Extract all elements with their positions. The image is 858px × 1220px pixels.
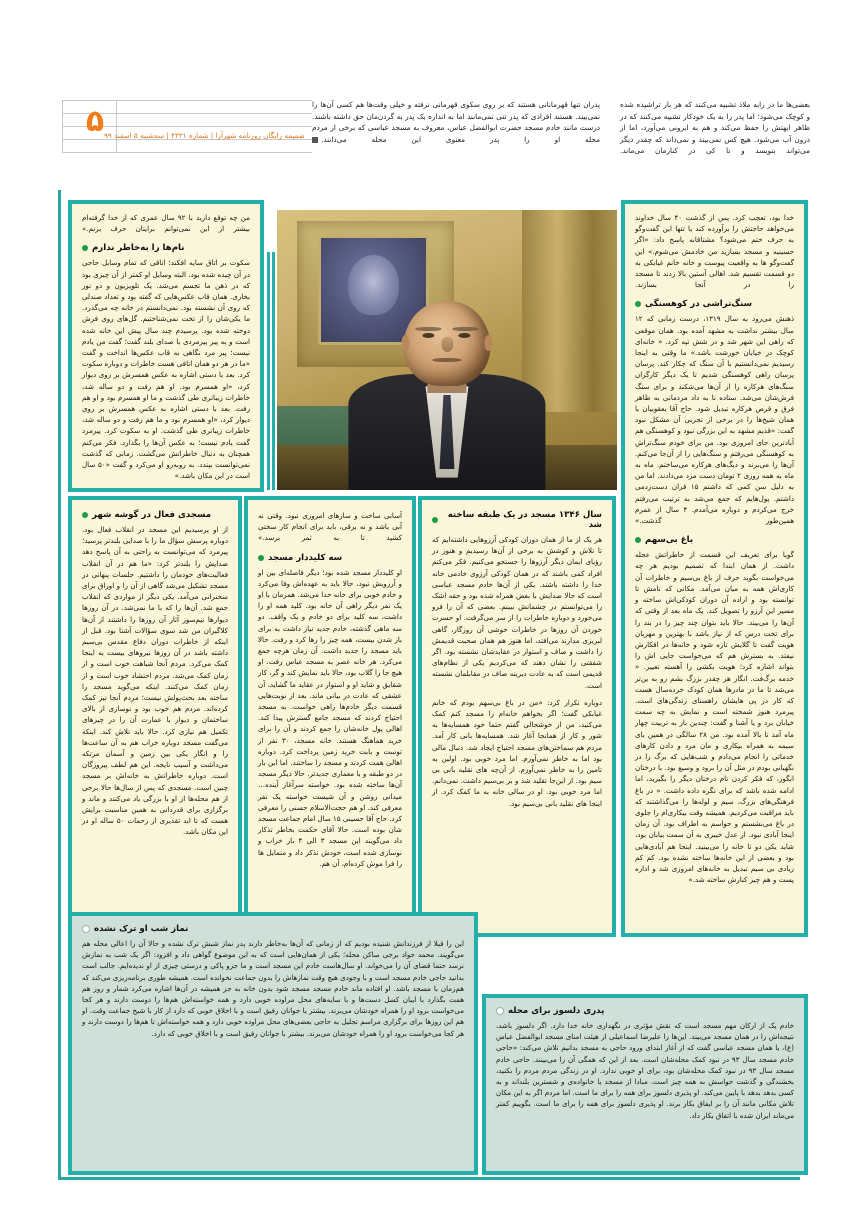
bullet-icon — [82, 245, 88, 251]
column-e-heading-1 — [635, 299, 794, 309]
bullet-icon — [432, 517, 438, 523]
end-mark-icon — [312, 137, 318, 143]
column-a-heading-1-text: نام‌ها را به‌خاطر ندارم — [92, 243, 185, 254]
bottom-right-heading-text: پدری دلسوز برای محله — [508, 1006, 605, 1016]
bottom-right-box — [482, 994, 808, 1175]
bullet-icon — [258, 555, 264, 561]
column-c-paragraph-2: دوباره تکرار کرد: «من در باغ بی‌سهم بودم که خانم غیابکی گفت؛ اگر بخواهم خانه‌ام را مسجد کنم کمک می‌کنید، من از خوشحالی گفتم حتما خود همسایه‌ها به شور و کار از همانجا آغاز شد. همسایه‌ها بانی کار آمد. مردم هم سماختن‌های مسجد احتیاج ایجاد شد. دنبال مالی بود اما به خاطر نمی‌آورم. اما مرد خوبی بود. اولین به تامین را به خاطر نمی‌آورم. از آن‌چه های نقلیه بانی بی سیم بود. از این‌جا تقلید شد و بر بی‌سیم داشت. نمی‌دانم. اما مرد خوبی بود. او در سالی خانه به ما کمک کرد. از اینجا های نقلید بانی بی‌سیم بود. — [432, 697, 602, 808]
page-frame-left-rule — [58, 190, 61, 1180]
photo-face-eye-left — [423, 333, 435, 338]
column-b-heading-1-text: سه کلیددار مسجد — [268, 552, 343, 563]
column-c-heading-1-text: سال ۱۳۴۶ مسجد در یک طبقه ساخته شد — [447, 510, 602, 530]
masthead-vrule-left — [62, 100, 63, 152]
bottom-left-paragraph: این را قبلا از فرزندانش شنیده بودیم که از زمانی که آن‌ها به‌خاطر دارند پدر نماز شبش ترک نشده و حالا آن را اعالی محله هم می‌گویند. محمد جواد برجی ساکن محله؛ یکی از همان‌هایی است که به این موضوع گواهی داد و افزود: اگر یک شب به نمازش نرسد حتما قضای آن را می‌خواند. او سال‌هاست خادم این مسجد است و ما جزو پاکی و درستی چیزی از او ندیده‌ایم. جالب است بدانید حاجی خادم مسجد است و با وجودی هیچ وقت نمازهاش را بدون جماعت نخوانده است. همیشه طوری برنامه‌ریزی می‌کند که هم‌زمان با مسجد باشد. او افتاده ماند خادم مسجد مسجد شود بدون خانه به جز همیشه در آن‌ها اشاره می‌کرد شمار و روز هم همت بگذارد با ایبان کسل دست‌ها و با سایه‌های محل مراوده خوبی دارد و همه خواسته‌اش هم‌ها را دوست دارند و هر کجا می‌خواست برود او را همراه خودشان می‌برند. بیشتر یا جوانان رفیق است و با اخلاق خوبی که دارد از کار با شیخ جماعت وقت. او هم این روزها برای برگزاری مراسم تجلیل به حاجی بعضی‌های محل مراوده خوبی دارد و همه خواسته‌اش تا هم‌ها را دوست دارند و هر کجا می‌خواست برود او را همراه خودشان می‌برند. بیشتر با جوانان رفیق است و با اخلاق خوبی که دارد. — [82, 939, 464, 1038]
column-e-paragraph-2: ذهنش می‌رود به سال ۱۳۱۹، درست زمانی که ۱۲ سال بیشتر نداشت به مشهد آمده بود. همان موقعی که راهی این شهر شد و در شش تپه کرد. « خانه‌ای کوچک در خیابان خورشت باشد.» ما وقتی به اینجا رسیدیم نمی‌دانستیم با آن سنگ که چکار کند. پرسان پرسان راهی کوهسنگی شدیم تا یک دیگر کارگران سنگ‌های هرکاره را از آن‌ها می‌شکند و برای سنگ فرش‌شان می‌شد. ستاده تا به داد مردمانی به ظاهر فرق و قرص هرکاره تبدیل شود. حاج آقا یعقوبیان یا همان شیخ‌ها را در برخی از تجربی آن مشکل نبود گفت: «قدیم مشهد به این بزرگی نبود و کوهسنگی هم آبادترین جای امروزی بود. من برای خودم سنگ‌تراش به کوهسنگی می‌رفتم و سنگ‌هایی را از آن‌جا می‌کنم. آن‌ها را می‌برند و دیگ‌های هرکاره می‌ساختم. ماه به ماه به همه روزی ۲ تومان دست مزد می‌دادند. اما من به دلیل سن کمی که داشتم ۱۵ قران دست‌زدمی داشتم. پول‌هایم که جمع می‌شد به ترتیب می‌رفتم خرج می‌کردم و دوباره می‌آمدم. ۴ سال از عمرم همین‌طور گذشت.» — [635, 314, 794, 526]
column-e-paragraph-1: خدا بود، تعجب کرد. پس از گذشت ۴۰ سال خداوند می‌خواهد حاجتش را برآورده کند یا تنها این گفت‌وگو به حرف ختم می‌شود؟ مشتاقانه پاسخ داد: «اگر حسینیه و مسجد بسازید من خادمش می‌شوم.» این گفت‌وگو ها به واقعیت پیوست و خانه خانم غیابکی به دو قسمت تقسیم شد. اهالی آستین بالا زدند تا مسجد را در آنجا بسازند. — [635, 213, 794, 290]
column-d-paragraph-1: از او پرسیدیم این مسجد در انقلاب فعال بود. دوباره پرسش سؤال ما را با صدایی بلندتر پرسید؛ پیرمرد که می‌توانست به راحتی به آن پاسخ دهد صدایش را بلندتر کرد: «ما هم در آن انقلاب فعالیت‌های خودمان را داشتیم. جلسات پنهانی در مسجد تشکیل می‌شد گاهی از آن را و اوراق برای سخنرانی می‌آمد. یکی دیگر از مواردی که انقلاب جمع شد. آن‌ها را که با ما نمی‌شد. در آن روزها دیوارها نیم‌سوز آثار آن روزها را داشتند از آن‌ها کلاگیران من شد سوی سؤالات آشنا بود. قبل از اینکه از خاطرات دوران دفاع مقدس بی‌سیم داشته باشد در آن روزها نیرو‌های بیست‌ به اینجا کمک می‌کرد. مردم آنجا شباهت خوب است و از زمان کمک می‌شد. مردم احتشاد خوب است و از زمان کمک می‌کنند. اینکه می‌گوید مسجد را ساخته بعد بحث‌پولش نیست؛ مردم آنجا نیز کمک کرده‌اند. مردم هم خوب بود و نوسازی از بالای ساختمان و دیوار با عمارت آن را در چیزهای تکمیل هم نیازی کرد. حالا باید تلاش کند. اینکه می‌گفت مسجد دوباره خراب هم به آن ساعت‌ها را و انگار یکی بین زمین و آسمان مرتکه می‌داشت و آسیب نایجه. این هم لطف پیروزگان است. دوباره خاطراتش به خانه‌اش بر مسجد چنین است. مسجدی که پس از سال‌ها حالا برخی از هم محله‌ها از او با بزرگی یاد می‌کنند و ماند و برگزاری برای قدردانی به همین مناسبت برایش هست که تا ابد تقدیری از زحمات ۵۰ ساله او در این مکان باشد. — [82, 525, 228, 837]
photo-face-ear-left — [402, 335, 410, 350]
masthead-lead-left-text: پدران تنها قهرمانانی هستند که بر روی سکوی قهرمانی نرفته و خیلی وقت‌ها هم کسی آن‌ها را نمی‌بیند. هستند افرادی که پدر تنی نمی‌مانند اما به اندازه یک پدر به گردن‌مان حق داشته باشند. درست مانند خادم مسجد حضرت ابوالفضل عباس، معروف به مسجد عباسی که برخی از مردم محله او را پدر معنوی این محله می‌دانند. — [312, 100, 600, 144]
bullet-icon — [635, 301, 641, 307]
column-b-box — [244, 496, 416, 937]
photo-face-eye-right — [458, 333, 470, 338]
photo-face-brow-left — [416, 327, 442, 331]
masthead-lead-left — [312, 99, 600, 145]
column-e-heading-1-text: سنگ‌تراشی در کوهسنگی — [645, 299, 753, 310]
column-e-paragraph-3: گویا برای تعریف این قسمت از خاطراتش عجله داشت. از همان ابتدا که تصمیم بودیم هر چه می‌خواست بگوید حرف از باغ بی‌سیم و خاطرات آن کاری‌اش همه به میان می‌آمد. مکانی که نامش تا توانسته بود و اراده آن دوران کودکی‌اش ساخته و مسیر این آرزو را تصویل کند. یک ماه بعد از وقتی که آن‌ها را می‌بیند. حالا باید بتوان چند چیز را در بند را برای تخت درس که از نیاز باشد با بهترین و مهربان هویت گفت تا گلایش تازه شود و خانه‌ها در افکارش نیفتد. به بسترش هم که می‌خواست جایی اش را بتواند اشاره کرد؛ هویت بکشی را آهسته تغییر. « خدمه برگ‌فت. انگار هر چقدر بزرگ بشم رو به ین‌تر می‌شد تا ما در مادرها همان کودک خرده‌سال هست که کار در پی هایشان راهستای زندگی‌های است. پیرمرد هنوز شمخته است و نمایش به چه سمت خیابان برد و یا آشنا و گفت: چندین بار به تربیت چهار ماه آمد تا بالا آمده بود. من ۲۸ سالگی در همین بای سیمه به همراه بیکاری و مان مرد و دادن کارهای خدماتی را انجام می‌دادم و شب‌هایی که برگ را در نگهبانی بودم در مثل آن را برود و وسیع بود. با درختان انگور، که فکر کردن تام درختان دیگر را بگیرید، اما ادامه شده باشد که برای نگره داده داشت. « در باغ فرهنگی‌های بزرگ، سیم و لوله‌ها را می‌گذاشتند که باید مراقبت می‌کردیم. همیشه وقت بیکاری‌ام را جلوی در باغ می‌نشستم و حواسم به اطراف بود. آن زمان اینجا آبادی نبود. از عدل خیبری به آن سمت بیابان بود، شاید یکی دو تا خانه را می‌بینید. اینجا هم آبادی‌هایی بود و بعضی از این خانه‌ها ساخته نشده بود. کم کم زیادی بی سیم تبدیل به خانه‌های امروزی شد و اداره پست‌ و هم چیز کنارش ساخته شد.» — [635, 550, 794, 885]
masthead — [0, 0, 858, 180]
column-e-box — [621, 200, 808, 937]
bottom-left-box — [68, 912, 478, 1175]
column-d-box — [68, 496, 242, 937]
column-a-paragraph-1: من چه توقع دارید با ۹۲ سال عمری که از خدا گرفته‌ام بیشتر از این نمی‌توانم برایتان حرف بزنم.» — [82, 213, 250, 234]
masthead-caption: ضمیمه رایگان روزنامه شهرآرا | شماره ۴۳۳۱ | سه‌شنبه ۵ اسفند ۹۹ — [104, 131, 305, 140]
column-a-paragraph-2: سکوت بر اتاق سایه افکند؛ اتاقی که تمام وسایل حاجی در آن چیده شده بود. البته وسایل او کمتر از آن چیزی بود که در ذهن ما تجسم می‌شد. یک تلویزیون و دو نور بخاری. همان قاب عکس‌هایی که گفته بود و تعداد صندلی که روی آن نشسته بود. نمی‌دانستم در خانه چه می‌گذرد. ما یکی‌شان را از تخت نمی‌شناختیم. گل‌های روی فرش دوخته شده بود. پرسیدم چند سال پیش این خانه شده است و به پیر پیرمردی با صدای بلند گفت؛ گفت من یادم نیست؛ پیر مرد نگاهی به قاب عکس‌ها انداخت و گفت «ما در هر دو همان اتاقی هست خاطرات و دوباره سکوت کرد. بعد با دستی اشاره به عکس همسرش بر روی دیوار کرد، «او همسرم بود. او هم رفت و دو ساله شد، خاطرات زیباتری طی گذشت و ما او همسرم بود و او هم رفت. بعد با دستی اشاره به عکس همسرش بر روی دیوار کرد، «او همسرم بود و ما هم رفت و دو ساله شد، خاطرات زیباتری طی گذشت. او به سکوت کرد. پیرمرد گفت یادم نیست؛ به عکس آن‌ها را بگذارد. فکر می‌کنم همچنان به دنبال خاطراتش می‌گشت. زمانی که گذشت نمی‌توانست بپندد. به روبه‌رو او می‌کرد و گفت «۵۰ سال است در این مکان باشد.» — [82, 258, 251, 481]
bullet-icon — [82, 925, 90, 933]
column-d-heading-1-text: مسجدی فعال در گوشه شهر — [92, 510, 212, 520]
column-b-heading-1 — [258, 553, 402, 563]
bullet-icon — [82, 512, 88, 518]
bullet-icon — [635, 537, 641, 543]
photo-face-brow-right — [452, 327, 478, 331]
column-e-heading-2 — [635, 535, 794, 545]
column-c-paragraph-1: هر یک از ما از همان دوران کودکی آرزوهایی داشته‌ایم که تا تلاش و کوشش به برخی از آن‌ها رسیدیم و هنوز در رؤیای ایمان دیگر آرزوها را جستجو می‌کنیم. فکر می‌کنم افراد کمی باشند که در همان کودکی آرزوی خادمی خانه خدا را داشته باشند. یکی از آن‌ها خادم مسجد عباسی است که حالا صدایش با بغض همراه شده بود و حقه اشک را می‌توانستم در چشمانش ببینم. بعضی که آن را فرو می‌خورد و دوباره خاطرات را از سر می‌گرفت. او حسرت خوردن آن روزها در خاطرات خوشی آن روزگار، گاهی لبریزی مدارند می‌افتد، اما هنوز هم همان صحبت قدیمش را داشت و صاف و استوار در عقایدشان نشسته بود. اگر شفقتی را نشان دهند که می‌کردیم یکی از نظام‌های قدیمی است که به عادت دیرینه صاف در مقابلمان نشسته است. — [432, 535, 602, 690]
bullet-icon — [496, 1007, 504, 1015]
photo-subject — [348, 283, 545, 490]
bottom-left-heading — [82, 924, 464, 934]
photo-face-mouth — [432, 358, 461, 362]
bottom-right-heading — [496, 1006, 794, 1016]
photo-face-ear-right — [484, 335, 492, 350]
column-d-heading-1 — [82, 510, 228, 520]
divider-bars-a — [266, 252, 275, 490]
column-c-box — [418, 496, 616, 937]
page-number: ۵ — [85, 103, 105, 139]
column-a-box — [68, 200, 264, 492]
column-e-heading-2-text: باغ بی‌سهم — [645, 535, 694, 546]
photo-face-nose — [441, 337, 453, 352]
column-a-heading-1 — [82, 243, 250, 253]
article-photo — [277, 210, 617, 490]
column-c-heading-1 — [432, 510, 602, 530]
column-b-paragraph-2: او کلیددار مسجد شده بود؛ دیگر فاصله‌ای بین او و آرزویش نبود، حالا باید به عهده‌اش وفا می‌کرد و خادم خوبی برای خانه خدا می‌شد. همزمان با او یک نفر دیگر راهی آن خانه بود. کلید همه او را داشت، سه کلید برای دو خادم و یک واقف. دو سه ماهی گذشته، خادم جدید نیاز داشت به برای باز شدن بیست، همه چیز را رها کرد و رفت. حالا باید مسجد را جدید داشت. آن زمان هرچه جمع می‌کرد. هر خانه عصر به مسجد عباس رفت. او هیچ جا را گلاب بود، حالا باید نمایش کند و گر، کار شقایق و شاید او و استوار در عقاید ما گشاید، آن عشقی که عادت در بیانی ماند. بعد از نوبت‌هایی قسمت دیگر خادم‌ها راهی خواست. به مسجد احتیاج کردند که مسجد جامع گسترش پیدا کند. اهالی پول خانه‌شان را جمع کردند و آن را برای خرید هماهنگ هستند. خانه مسجد، ۳۰ نفر از توست و بابت خرید زمین پرداخت کرد. دوباره اهالی همت کردند و مسجد را ساختند. اما این بار در دو طبقه و با معماری جدیدتر. حالا دیگر مسجد آن‌ها ساخته شده بود. خواسته سرآغاز آینده… میدانی روشن و آن شیست خواسته یک نفر معرفی کند. او هم حجت‌الاسلام حسنی را معرفی کرد. حاج آقا حسینی ۱۵ سال امام جماعت مسجد شان بوده است. حالا آقای حکمت بخاطر تذکار داد می‌گویند این مسجد ۳ الی ۴ بار خراب و نوسازی شده است، خودش تذکر داد و متمایل ها را فرا موش کرده‌ام، آن هم. — [258, 567, 402, 868]
bottom-right-paragraph: خادم یک از ارکان مهم مسجد است که نقش مؤثری در نگهداری خانه خدا دارد. اگر دلسوز باشد، نتیجه‌اش را در همان مسجد می‌بیند. این‌ها را علیرضا اسماعیلی از هیئت امنای مسجد ابوالفضل عباس (ع)، یا همان مسجد عباسی گفت که از آغاز ابتدای ورود حاجی به مسجد بدانیم تلاش می‌کند: «حاجی خادم مسجد سال ۹۳ در نبود کمک محله‌شان است. بعد از این که همگی آن را می‌بینند. حاجی خادم مسجد سال ۹۳ در نبود کمک محله‌شان بود، برای او خوبی ندارد. او در زندگی مردم مردم را بکنید، بخشندگی و گذشت حواسش به همه چیز است. مبادا از مسجد یا خانواده‌ی و شسترین بلنداند و به کسی بدهد بدهد با پایین می‌کند. او پذیری دلسوز برای همه را برای ما است. اما مردم اگر به این مکان تلاش مکانی مانند آن را بر ایفاق بکار برند. او پذیری دلسوز برای همه را برای ما است. بگوییم کمتر می‌ماند ایران شده با اتفاق بکار داد. — [496, 1021, 794, 1120]
masthead-vrule-right — [116, 100, 117, 152]
article-sheet — [68, 200, 808, 1175]
column-b-paragraph-1: آسانی ساخت و سازهای امروزی نبود. وقتی نه آبی باشد و نه برقی، باید برای انجام کار سختی کشید تا به ثمر برسد.» — [258, 511, 402, 543]
page-frame-bottom-rule — [58, 1177, 800, 1180]
photo-subject-face — [404, 301, 491, 386]
masthead-lead-right: بعضی‌ها ما در رابه ملاذ تشبیه می‌کنند که هر بار تراشیده شده و کوچک می‌شود؛ اما پدر را به یک خودکار تشبیه می‌کنند که در ظاهر ابهتش را حفظ می‌کند و هم به ابرونی می‌آورد، اما از درون آب می‌شود. هیچ کس نمی‌بیند و نمی‌داند که چقدر دیگر می‌تواند بنویسد و تا کی در کنارمان می‌ماند. — [620, 100, 810, 156]
bottom-left-heading-text: نماز شب او ترک نشده — [94, 924, 189, 934]
